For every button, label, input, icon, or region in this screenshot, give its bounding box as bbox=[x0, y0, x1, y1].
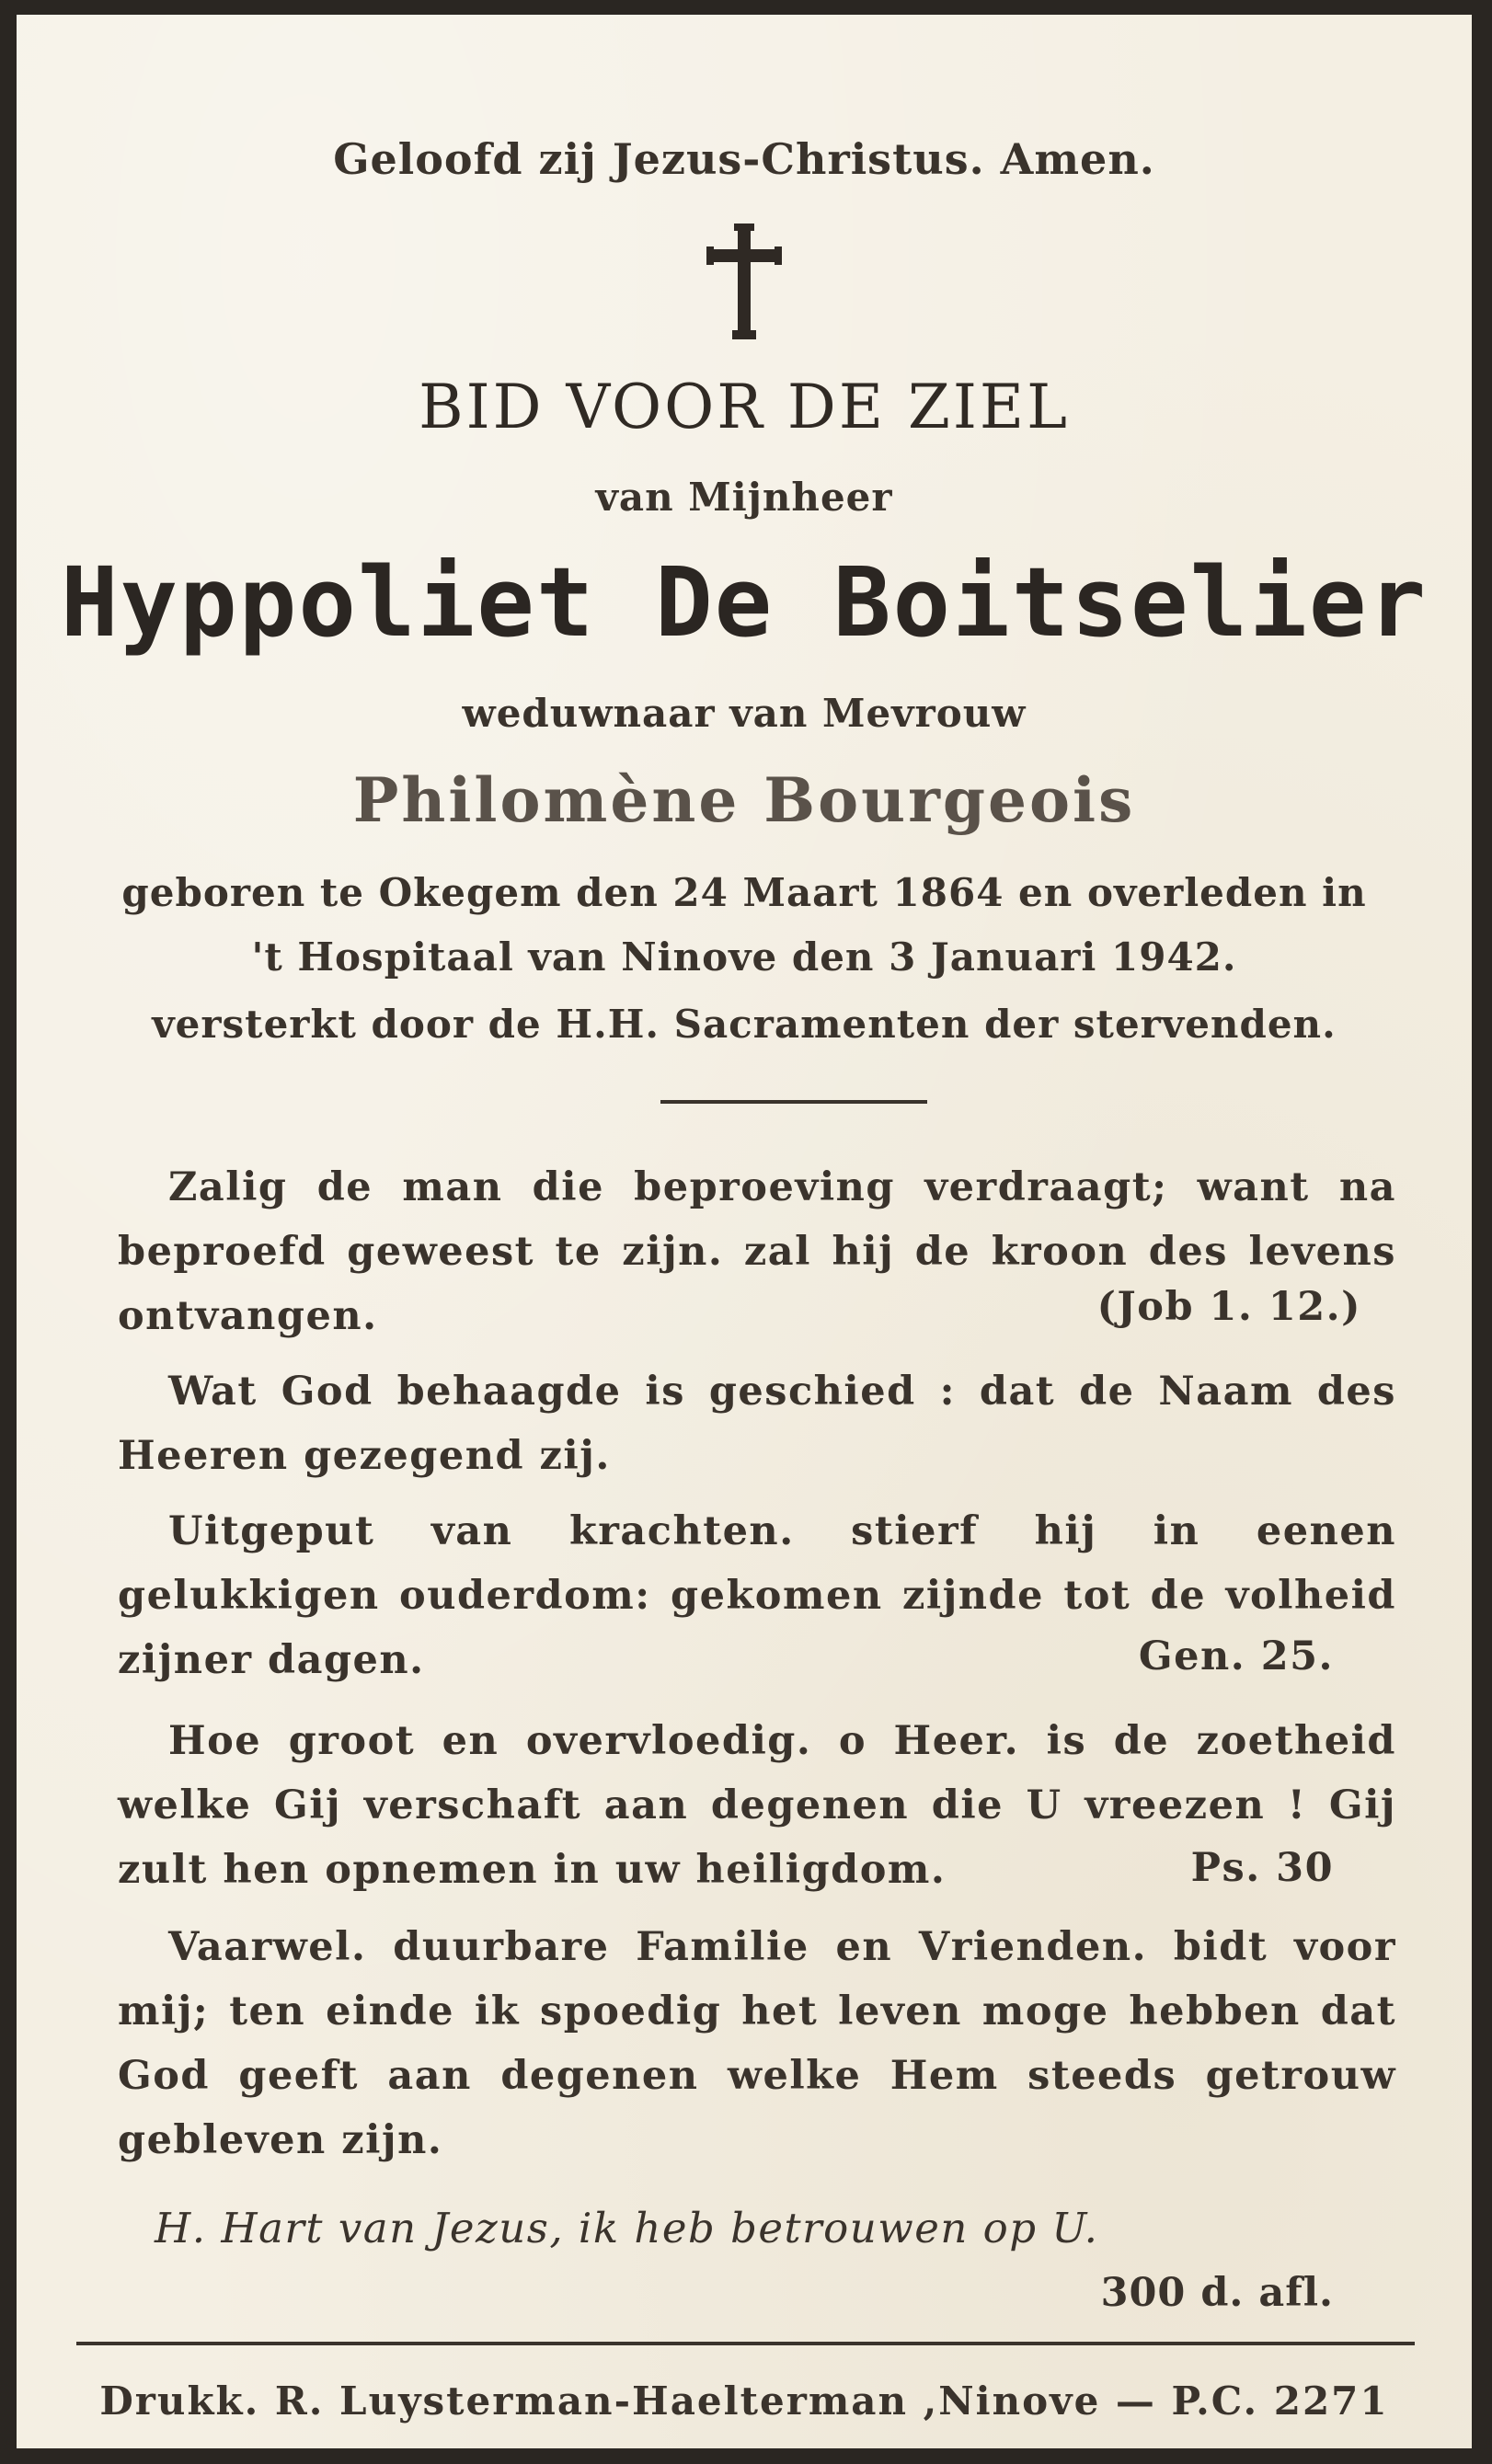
heading: BID VOOR DE ZIEL bbox=[419, 372, 1070, 442]
verse-reference: Ps. 30 bbox=[1190, 1845, 1334, 1891]
verse-text: Wat God behaagde is geschied : dat de Naam des Heeren gezegend zij. bbox=[118, 1369, 1396, 1479]
verse-text: Vaarwel. duurbare Familie en Vrienden. bidt voor mij; ten einde ik spoedig het leven moge hebben dat God geeft aan degenen welke Hem steeds getrouw gebleven zijn. bbox=[118, 1924, 1396, 2163]
printer-line: Drukk. R. Luysterman-Haelterman ,Ninove — P.C. 2271 bbox=[99, 2378, 1389, 2424]
latin-cross-icon bbox=[703, 222, 786, 341]
footer-rule bbox=[76, 2342, 1415, 2345]
indulgence: 300 d. afl. bbox=[1100, 2270, 1334, 2316]
birth-death-line: 't Hospitaal van Ninove den 3 Januari 1942. bbox=[251, 934, 1237, 980]
memorial-card bbox=[17, 15, 1472, 2448]
of-sir-line: van Mijnheer bbox=[595, 475, 893, 520]
invocation: H. Hart van Jezus, ik heb betrouwen op U. bbox=[155, 2204, 1099, 2252]
verse-reference: (Job 1. 12.) bbox=[1096, 1284, 1361, 1330]
praise-line: Geloofd zij Jezus-Christus. Amen. bbox=[333, 134, 1155, 184]
verse-text: Uitgeput van krachten. stierf hij in eenen gelukkigen ouderdom: gekomen zijnde tot de volheid zijner dagen. bbox=[118, 1508, 1396, 1683]
birth-death-line: geboren te Okegem den 24 Maart 1864 en overleden in bbox=[121, 870, 1367, 915]
verse-text: Zalig de man die beproeving verdraagt; want na beproefd geweest te zijn. zal hij de kroon des levens ontvangen. bbox=[118, 1164, 1396, 1339]
verse-text: Hoe groot en overvloedig. o Heer. is de zoetheid welke Gij verschaft aan degenen die U vreezen ! Gij zult hen opnemen in uw heiligdom. bbox=[118, 1718, 1396, 1893]
wife-name: Philomène Bourgeois bbox=[352, 764, 1136, 836]
widower-line: weduwnaar van Mevrouw bbox=[462, 691, 1027, 736]
divider bbox=[660, 1100, 927, 1104]
deceased-name: Hyppoliet De Boitselier bbox=[60, 546, 1429, 659]
birth-death-line: versterkt door de H.H. Sacramenten der stervenden. bbox=[152, 1002, 1337, 1047]
verse-reference: Gen. 25. bbox=[1138, 1633, 1334, 1679]
